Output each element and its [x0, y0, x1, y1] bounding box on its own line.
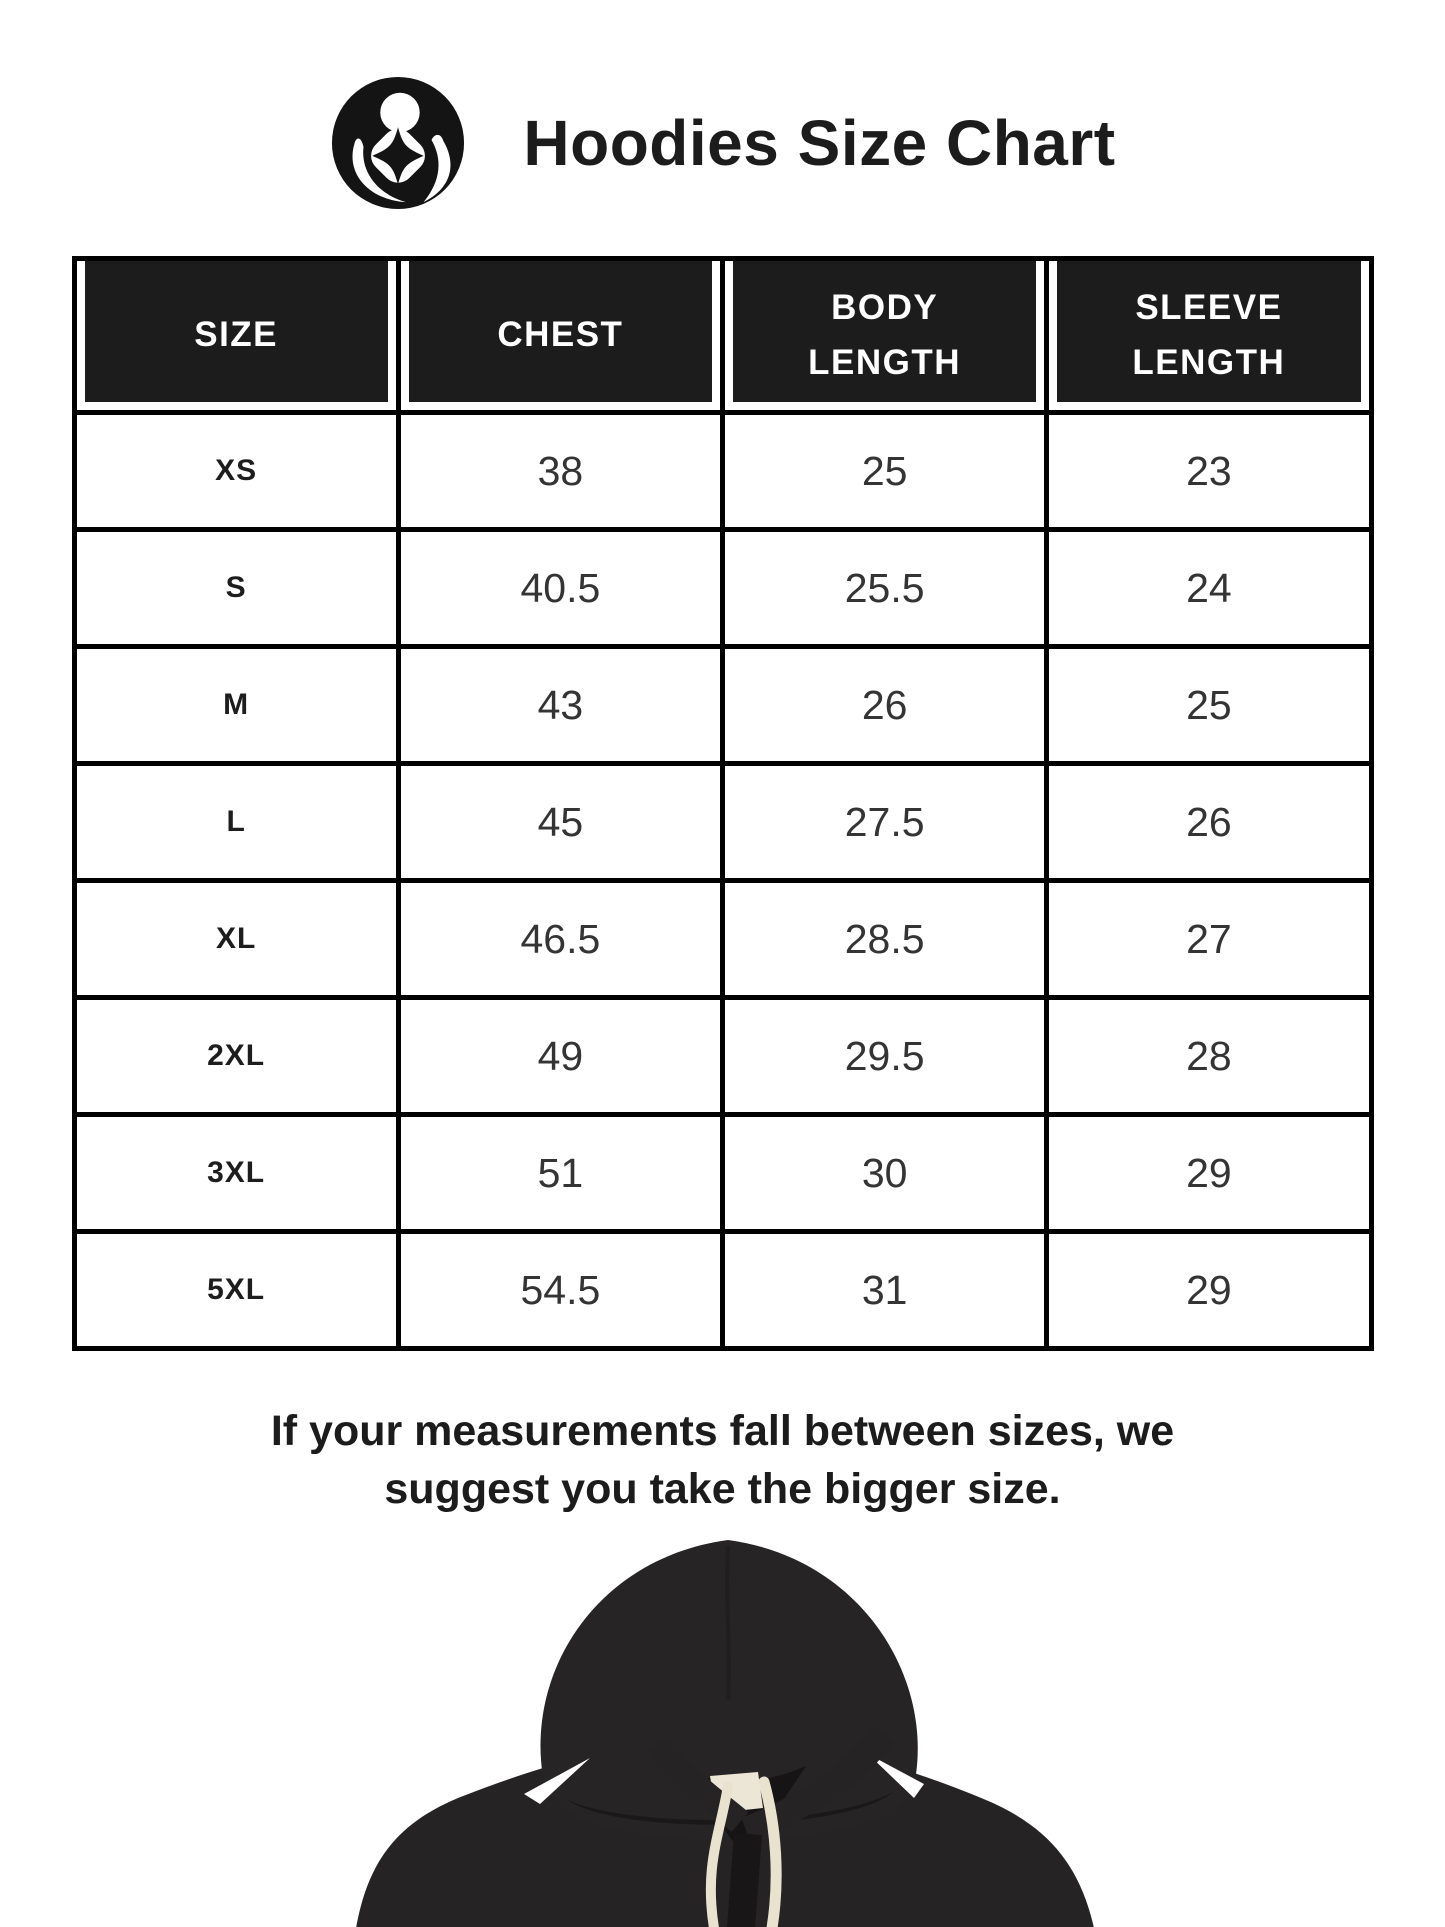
- chest-value: 43: [398, 647, 722, 764]
- table-row: [74, 647, 1371, 764]
- column-header-chest: CHEST: [398, 259, 722, 413]
- size-label: M: [74, 647, 398, 764]
- sleeve-length-value: 28: [1047, 998, 1371, 1115]
- body-length-value: 25.5: [723, 530, 1047, 647]
- chest-value: 54.5: [398, 1232, 722, 1349]
- size-label: 2XL: [74, 998, 398, 1115]
- sleeve-length-value: 23: [1047, 413, 1371, 530]
- body-length-value: 29.5: [723, 998, 1047, 1115]
- chest-value: 45: [398, 764, 722, 881]
- brand-header: [0, 74, 1445, 212]
- size-label: S: [74, 530, 398, 647]
- body-length-value: 26: [723, 647, 1047, 764]
- chest-value: 38: [398, 413, 722, 530]
- chest-value: 40.5: [398, 530, 722, 647]
- sleeve-length-value: 24: [1047, 530, 1371, 647]
- chest-value: 51: [398, 1115, 722, 1232]
- table-row: [74, 1232, 1371, 1349]
- chest-value: 49: [398, 998, 722, 1115]
- column-header-sleeve-length: SLEEVE LENGTH: [1047, 259, 1371, 413]
- sleeve-length-value: 29: [1047, 1115, 1371, 1232]
- sizing-note-line1: If your measurements fall between sizes, we: [270, 1407, 1175, 1455]
- body-length-value: 28.5: [723, 881, 1047, 998]
- sizing-note: [0, 1402, 1445, 1519]
- column-header-body-length: BODY LENGTH: [723, 259, 1047, 413]
- table-row: [74, 881, 1371, 998]
- size-label: 5XL: [74, 1232, 398, 1349]
- sleeve-length-value: 25: [1047, 647, 1371, 764]
- hoodie-image: [328, 1532, 1118, 1927]
- body-length-value: 27.5: [723, 764, 1047, 881]
- page-title: Hoodies Size Chart: [523, 107, 1116, 179]
- size-label: L: [74, 764, 398, 881]
- sleeve-length-value: 29: [1047, 1232, 1371, 1349]
- chest-value: 46.5: [398, 881, 722, 998]
- header-row: [74, 259, 1371, 413]
- brand-logo-icon: [329, 74, 467, 212]
- column-header-size: SIZE: [74, 259, 398, 413]
- size-label: XL: [74, 881, 398, 998]
- table-row: [74, 1115, 1371, 1232]
- sleeve-length-value: 26: [1047, 764, 1371, 881]
- table-row: [74, 998, 1371, 1115]
- body-length-value: 30: [723, 1115, 1047, 1232]
- size-label: XS: [74, 413, 398, 530]
- size-chart-table: [72, 256, 1374, 1351]
- sizing-note-line2: suggest you take the bigger size.: [384, 1465, 1061, 1514]
- sleeve-length-value: 27: [1047, 881, 1371, 998]
- table-row: [74, 764, 1371, 881]
- table-row: [74, 413, 1371, 530]
- body-length-value: 25: [723, 413, 1047, 530]
- table-row: [74, 530, 1371, 647]
- size-label: 3XL: [74, 1115, 398, 1232]
- body-length-value: 31: [723, 1232, 1047, 1349]
